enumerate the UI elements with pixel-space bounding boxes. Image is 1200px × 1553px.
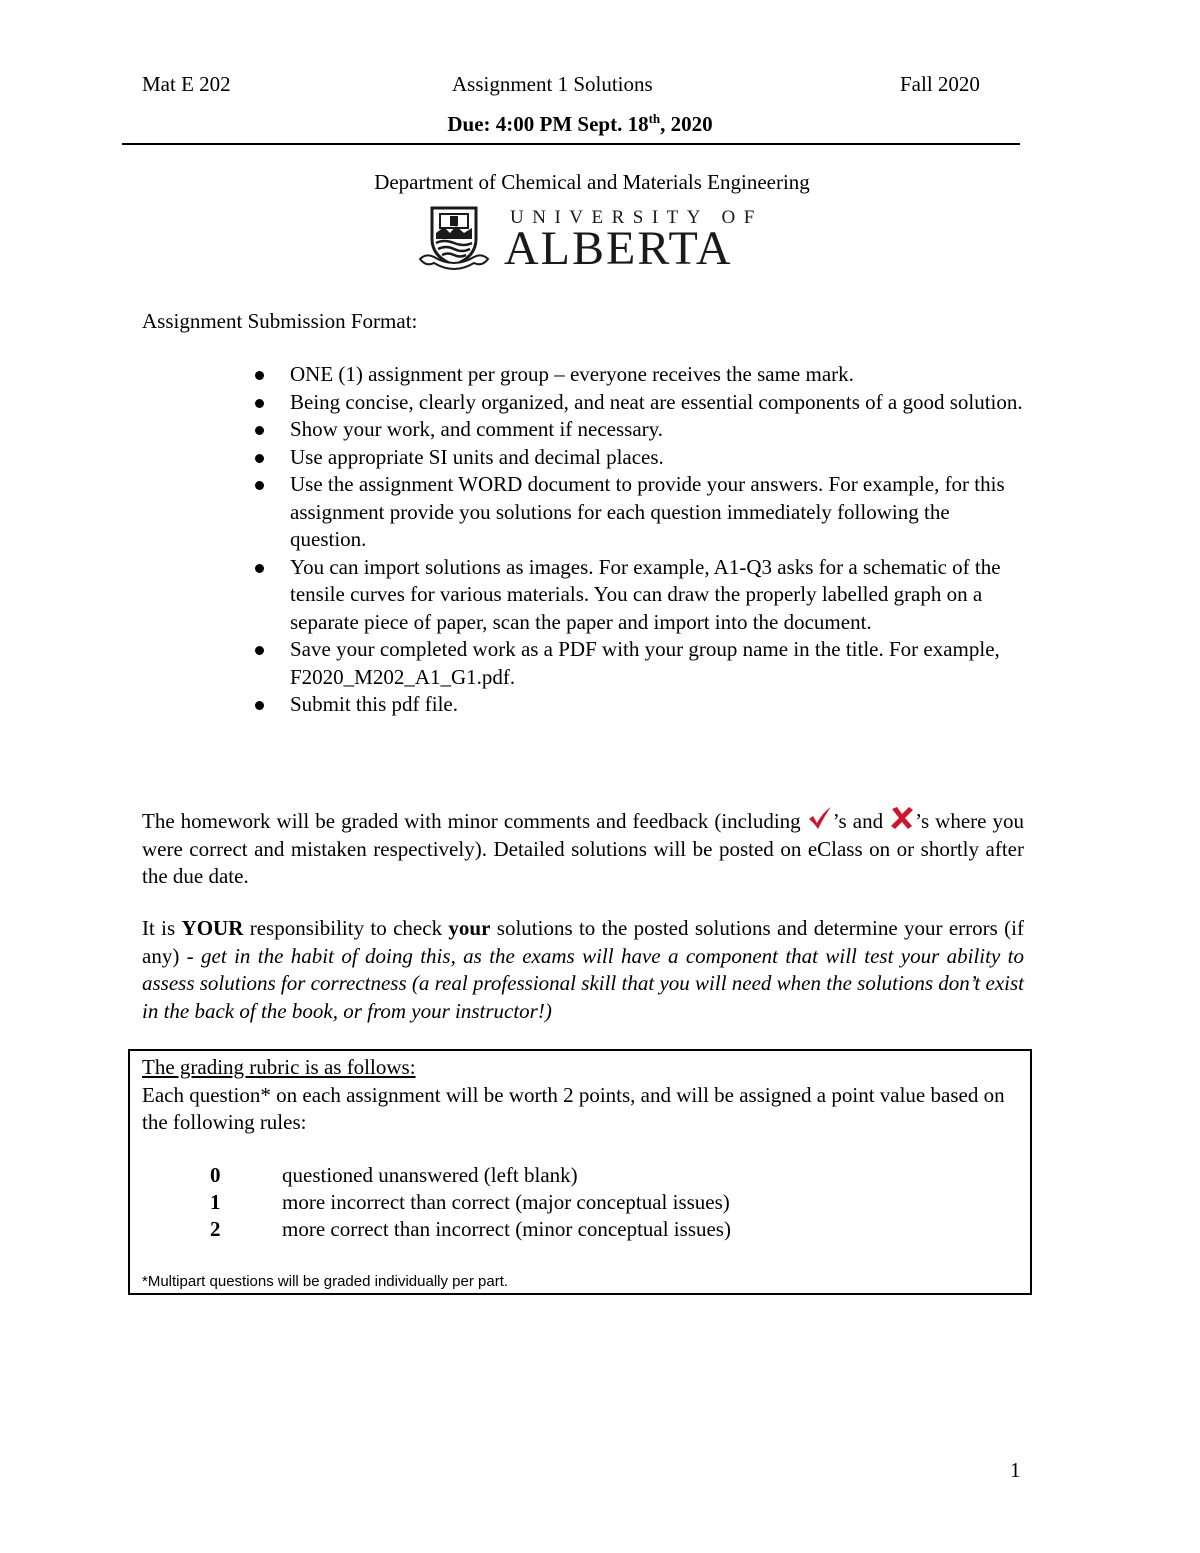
header-divider bbox=[122, 143, 1020, 145]
list-item-text: ONE (1) assignment per group – everyone receives the same mark. bbox=[290, 362, 854, 386]
grading-text-2: ’s and bbox=[832, 809, 890, 833]
grading-text-3: ’s where you were correct and mistaken respectively). Detailed solutions will be posted on eClass on or shortly after the due date. bbox=[142, 809, 1025, 888]
course-code: Mat E 202 bbox=[142, 72, 231, 96]
due-date-suffix: , 2020 bbox=[660, 112, 713, 136]
bullet-icon bbox=[255, 701, 264, 710]
rubric-criteria: more correct than incorrect (minor conceptual issues) bbox=[282, 1217, 731, 1241]
responsibility-emphasis-your-caps: YOUR bbox=[181, 916, 244, 940]
university-crest-icon bbox=[418, 205, 490, 275]
bullet-icon bbox=[255, 399, 264, 408]
document-title: Assignment 1 Solutions bbox=[452, 72, 653, 96]
list-item bbox=[252, 389, 1030, 417]
logo-university-of: UNIVERSITY OF bbox=[510, 207, 763, 228]
list-item bbox=[252, 636, 1030, 691]
university-logo bbox=[418, 205, 763, 275]
rubric-points: 1 bbox=[210, 1190, 221, 1214]
list-item bbox=[252, 691, 1030, 719]
list-item-text: You can import solutions as images. For example, A1-Q3 asks for a schematic of the tensile curves for various materials. You can draw the properly labelled graph on a separate piece of paper, scan the paper and import into the document. bbox=[290, 554, 1001, 634]
rubric-points: 2 bbox=[210, 1217, 221, 1241]
list-item-text: Submit this pdf file. bbox=[290, 692, 458, 716]
logo-alberta: ALBERTA bbox=[504, 222, 733, 275]
responsibility-text-3: solutions to the posted solutions and determine your errors (if any) - bbox=[142, 916, 1024, 968]
responsibility-italic: get in the habit of doing this, as the exams will have a component that will test your ability to assess solutions for correctness (a real professional skill that you will need when the solutions don’t exist in the back of the book, or from your instructor!) bbox=[142, 943, 1024, 1023]
responsibility-text-2: responsibility to check bbox=[243, 916, 449, 940]
red-x-icon bbox=[889, 806, 915, 830]
responsibility-paragraph bbox=[142, 915, 1024, 1025]
grading-rubric-box bbox=[128, 1049, 1032, 1295]
bullet-icon bbox=[255, 454, 264, 463]
grading-paragraph bbox=[142, 806, 1024, 891]
rubric-title: The grading rubric is as follows: bbox=[142, 1055, 416, 1079]
due-date-prefix: Due: 4:00 PM Sept. 18 bbox=[447, 112, 649, 136]
list-item bbox=[252, 471, 1030, 554]
term-label: Fall 2020 bbox=[900, 72, 980, 96]
rubric-footnote: *Multipart questions will be graded individually per part. bbox=[142, 1273, 509, 1290]
due-date bbox=[0, 111, 1160, 137]
due-date-superscript: th bbox=[648, 111, 661, 126]
grading-text-1: The homework will be graded with minor comments and feedback (including bbox=[142, 809, 807, 833]
list-item bbox=[252, 444, 1030, 472]
list-item bbox=[252, 554, 1030, 637]
rubric-description: Each question* on each assignment will be worth 2 points, and will be assigned a point value based on the following rules: bbox=[142, 1083, 1005, 1134]
list-item-text: Use the assignment WORD document to provide your answers. For example, for this assignment provide you solutions for each question immediately following the question. bbox=[290, 472, 1005, 551]
bullet-icon bbox=[255, 371, 264, 380]
bullet-icon bbox=[255, 481, 264, 490]
responsibility-text-1: It is bbox=[142, 916, 182, 940]
department-name: Department of Chemical and Materials Engineering bbox=[374, 170, 810, 194]
submission-list bbox=[252, 361, 1030, 719]
rubric-points: 0 bbox=[210, 1163, 221, 1187]
bullet-icon bbox=[255, 564, 264, 573]
list-item bbox=[252, 361, 1030, 389]
responsibility-emphasis-your: your bbox=[448, 916, 491, 940]
submission-heading: Assignment Submission Format: bbox=[142, 309, 418, 333]
page-number: 1 bbox=[1010, 1458, 1021, 1482]
list-item-text: Show your work, and comment if necessary. bbox=[290, 417, 664, 441]
red-checkmark-icon bbox=[807, 806, 833, 830]
list-item bbox=[252, 416, 1030, 444]
bullet-icon bbox=[255, 646, 264, 655]
list-item-text: Use appropriate SI units and decimal places. bbox=[290, 444, 664, 469]
rubric-criteria: questioned unanswered (left blank) bbox=[282, 1163, 578, 1187]
rubric-criteria: more incorrect than correct (major conceptual issues) bbox=[282, 1190, 730, 1214]
list-item-text: Being concise, clearly organized, and neat are essential components of a good solution. bbox=[290, 389, 1023, 414]
bullet-icon bbox=[255, 426, 264, 435]
list-item-text: Save your completed work as a PDF with your group name in the title. For example, F2020_M202_A1_G1.pdf. bbox=[290, 637, 1000, 689]
